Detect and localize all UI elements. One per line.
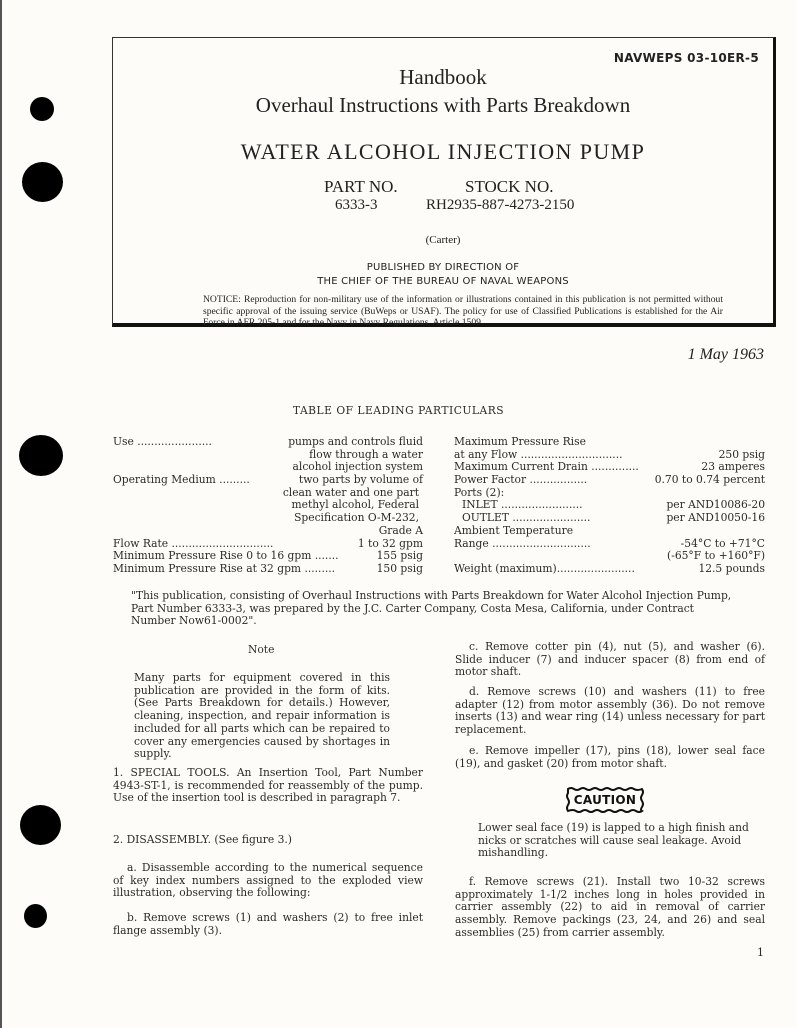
page-edge bbox=[0, 0, 2, 1028]
caution-label: CAUTION bbox=[573, 793, 637, 807]
published-line-1: PUBLISHED BY DIRECTION OF bbox=[366, 262, 520, 273]
particular-row: Minimum Pressure Rise 0 to 16 gpm ....... 155 psig bbox=[113, 549, 423, 563]
particular-row: (-65°F to +160°F) bbox=[667, 549, 765, 563]
particular-row: INLET ........................ per AND10086-20 bbox=[462, 498, 765, 512]
particular-row: Use ...................... pumps and controls fluid bbox=[113, 435, 423, 448]
note-text: Many parts for equipment covered in this publication are provided in the form of kits. (See Parts Breakdown for details.) However, cleaning, inspection, and repair information is included for all parts which can be repaired to cover any emergencies caused by shortages in supply. bbox=[134, 671, 390, 761]
title-block bbox=[112, 37, 776, 327]
particular-row: Range ............................. -54°C to +71°C bbox=[454, 536, 765, 550]
particular-row: at any Flow .............................. 250 psig bbox=[454, 447, 765, 461]
part-no-label: PART NO. bbox=[324, 177, 398, 196]
particulars-right bbox=[454, 436, 765, 576]
particular-row: Weight (maximum)....................... 12.5 pounds bbox=[454, 561, 765, 575]
binder-hole bbox=[30, 97, 54, 121]
special-tools-paragraph: 1. SPECIAL TOOLS. An Insertion Tool, Part Number 4943-ST-1, is recommended for reassembly of the pump. Use of the insertion tool is described in paragraph 7. bbox=[113, 766, 423, 805]
step-a: a. Disassemble according to the numerical sequence of key index numbers assigned to the exploded view illustration, observing the following: bbox=[113, 861, 423, 900]
binder-hole bbox=[22, 162, 63, 202]
disassembly-heading: 2. DISASSEMBLY. (See figure 3.) bbox=[113, 833, 292, 846]
document-id: NAVWEPS 03-10ER-5 bbox=[613, 51, 759, 65]
step-b: b. Remove screws (1) and washers (2) to free inlet flange assembly (3). bbox=[113, 911, 423, 937]
caution-badge bbox=[566, 787, 644, 813]
binder-hole bbox=[20, 805, 61, 845]
particular-row: Specification O-M-232, bbox=[294, 511, 419, 525]
particular-row: Ambient Temperature bbox=[454, 523, 574, 537]
particular-row: Maximum Current Drain .............. 23 amperes bbox=[454, 460, 765, 474]
step-f: f. Remove screws (21). Install two 10-32 screws approximately 1-1/2 inches long in holes provided in carrier assembly (22) to aid in removal of carrier assembly. Remove packings (23, 24, and 26) and seal assemblies (25) from carrier assembly. bbox=[455, 875, 765, 939]
particular-row: OUTLET ....................... per AND10050-16 bbox=[462, 511, 765, 525]
table-title: TABLE OF LEADING PARTICULARS bbox=[292, 404, 505, 417]
caution-text: Lower seal face (19) is lapped to a high finish and nicks or scratches will cause seal leakage. Avoid mishandling. bbox=[478, 821, 749, 860]
publication-date: 1 May 1963 bbox=[687, 346, 764, 363]
handbook-label: Handbook bbox=[399, 65, 487, 89]
binder-hole bbox=[24, 904, 47, 928]
particular-row: Maximum Pressure Rise bbox=[454, 435, 586, 448]
particular-row: alcohol injection system bbox=[292, 460, 423, 474]
particular-row: clean water and one part bbox=[282, 485, 419, 499]
particular-row: Minimum Pressure Rise at 32 gpm ......... 150 psig bbox=[113, 561, 423, 575]
step-d: d. Remove screws (10) and washers (11) to free adapter (12) from motor assembly (36). Do not remove inserts (13) and wear ring (14) unless necessary for part replacement. bbox=[455, 685, 765, 737]
page-number: 1 bbox=[757, 946, 764, 959]
document-subtitle: Overhaul Instructions with Parts Breakdown bbox=[255, 93, 631, 117]
particular-row: Operating Medium ......... two parts by volume of bbox=[113, 473, 423, 487]
manufacturer: (Carter) bbox=[425, 234, 461, 246]
notice-text: NOTICE: Reproduction for non-military use of the information or illustrations contained in this publication is not permitted without specific approval of the issuing service (BuWeps or USAF). The policy for use of Classified Publications is established for the Air Force in AFR 205-1 and for the Navy in Navy Regulations, Article 1509. bbox=[203, 294, 723, 328]
step-e: e. Remove impeller (17), pins (18), lower seal face (19), and gasket (20) from motor shaft. bbox=[455, 744, 765, 770]
document-title: WATER ALCOHOL INJECTION PUMP bbox=[240, 139, 646, 164]
particular-row: Flow Rate .............................. 1 to 32 gpm bbox=[113, 536, 423, 550]
stock-no-value: RH2935-887-4273-2150 bbox=[426, 197, 575, 213]
binder-hole bbox=[19, 435, 63, 476]
note-heading: Note bbox=[248, 643, 275, 656]
particular-row: flow through a water bbox=[309, 447, 423, 461]
particulars-left bbox=[113, 436, 423, 576]
step-c: c. Remove cotter pin (4), nut (5), and washer (6). Slide inducer (7) and inducer spacer (8) from end of motor shaft. bbox=[455, 640, 765, 679]
published-line-2: THE CHIEF OF THE BUREAU OF NAVAL WEAPONS bbox=[317, 276, 569, 287]
preparation-statement: "This publication, consisting of Overhaul Instructions with Parts Breakdown for Water Alcohol Injection Pump, Part Number 6333-3, was prepared by the J.C. Carter Company, Costa Mesa, California, under Contract Number Now61-0002". bbox=[131, 589, 732, 628]
stock-no-label: STOCK NO. bbox=[465, 177, 554, 196]
particular-row: Ports (2): bbox=[454, 485, 505, 499]
particular-row: Grade A bbox=[378, 523, 423, 537]
part-no-value: 6333-3 bbox=[335, 197, 378, 213]
particular-row: methyl alcohol, Federal bbox=[291, 498, 419, 512]
particular-row: Power Factor ................. 0.70 to 0.74 percent bbox=[454, 473, 765, 487]
